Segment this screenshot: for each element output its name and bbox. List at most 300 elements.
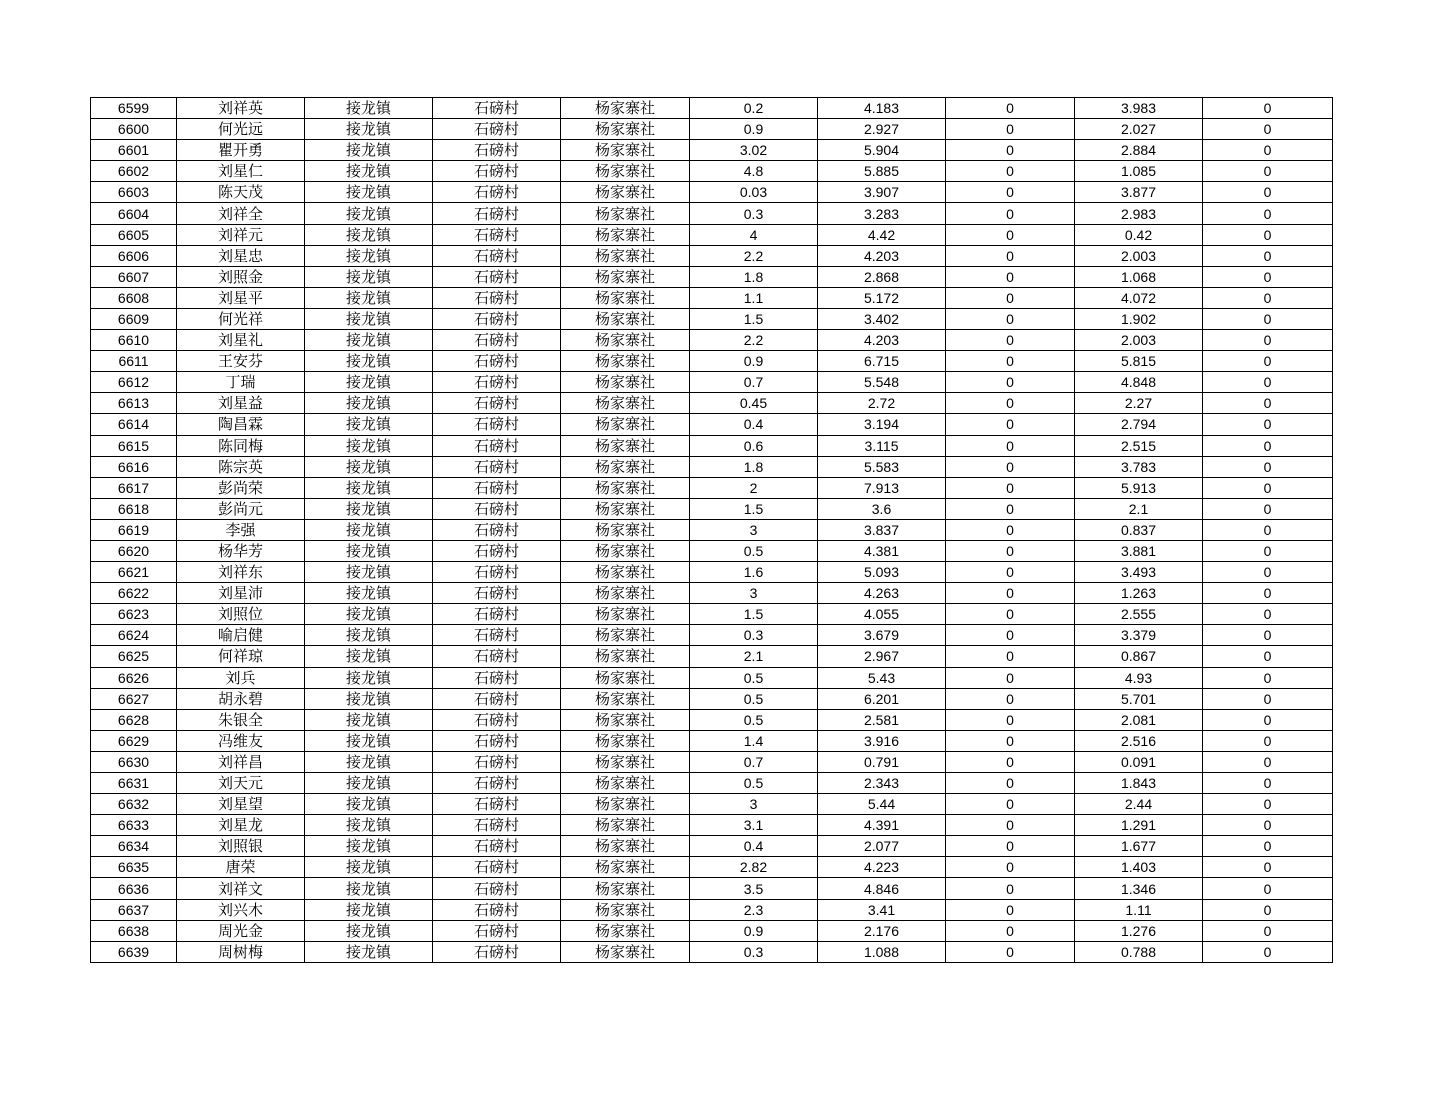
value-c-cell: 0: [946, 182, 1075, 203]
value-c-cell: 0: [946, 372, 1075, 393]
town-cell: 接龙镇: [305, 456, 433, 477]
name-cell: 彭尚元: [177, 498, 305, 519]
value-a-cell: 3.02: [690, 140, 818, 161]
group-cell: 杨家寨社: [561, 224, 690, 245]
value-c-cell: 0: [946, 330, 1075, 351]
value-a-cell: 0.5: [690, 667, 818, 688]
id-cell: 6628: [91, 709, 177, 730]
value-e-cell: 0: [1203, 562, 1333, 583]
value-a-cell: 1.5: [690, 604, 818, 625]
value-c-cell: 0: [946, 667, 1075, 688]
value-d-cell: 3.881: [1075, 540, 1203, 561]
value-b-cell: 2.077: [818, 836, 946, 857]
village-cell: 石磅村: [433, 119, 561, 140]
value-a-cell: 0.03: [690, 182, 818, 203]
group-cell: 杨家寨社: [561, 393, 690, 414]
value-d-cell: 2.27: [1075, 393, 1203, 414]
value-d-cell: 2.555: [1075, 604, 1203, 625]
id-cell: 6615: [91, 435, 177, 456]
value-e-cell: 0: [1203, 224, 1333, 245]
town-cell: 接龙镇: [305, 583, 433, 604]
group-cell: 杨家寨社: [561, 583, 690, 604]
value-a-cell: 0.3: [690, 941, 818, 962]
value-c-cell: 0: [946, 625, 1075, 646]
town-cell: 接龙镇: [305, 161, 433, 182]
value-d-cell: 2.794: [1075, 414, 1203, 435]
village-cell: 石磅村: [433, 519, 561, 540]
table-row: [91, 899, 1333, 920]
value-d-cell: 1.11: [1075, 899, 1203, 920]
id-cell: 6599: [91, 98, 177, 119]
value-c-cell: 0: [946, 709, 1075, 730]
value-c-cell: 0: [946, 224, 1075, 245]
village-cell: 石磅村: [433, 372, 561, 393]
value-b-cell: 6.715: [818, 351, 946, 372]
value-e-cell: 0: [1203, 730, 1333, 751]
value-a-cell: 1.8: [690, 266, 818, 287]
village-cell: 石磅村: [433, 287, 561, 308]
village-cell: 石磅村: [433, 688, 561, 709]
town-cell: 接龙镇: [305, 372, 433, 393]
value-a-cell: 3: [690, 519, 818, 540]
value-e-cell: 0: [1203, 414, 1333, 435]
name-cell: 刘星礼: [177, 330, 305, 351]
group-cell: 杨家寨社: [561, 899, 690, 920]
value-a-cell: 0.5: [690, 773, 818, 794]
village-cell: 石磅村: [433, 667, 561, 688]
group-cell: 杨家寨社: [561, 477, 690, 498]
table-row: [91, 667, 1333, 688]
value-e-cell: 0: [1203, 583, 1333, 604]
name-cell: 刘星平: [177, 287, 305, 308]
name-cell: 胡永碧: [177, 688, 305, 709]
value-e-cell: 0: [1203, 941, 1333, 962]
value-e-cell: 0: [1203, 688, 1333, 709]
value-d-cell: 2.1: [1075, 498, 1203, 519]
table-row: [91, 688, 1333, 709]
name-cell: 刘星益: [177, 393, 305, 414]
value-d-cell: 1.677: [1075, 836, 1203, 857]
value-c-cell: 0: [946, 393, 1075, 414]
table-row: [91, 393, 1333, 414]
name-cell: 丁瑞: [177, 372, 305, 393]
value-b-cell: 3.6: [818, 498, 946, 519]
name-cell: 刘星忠: [177, 245, 305, 266]
value-c-cell: 0: [946, 477, 1075, 498]
group-cell: 杨家寨社: [561, 773, 690, 794]
value-e-cell: 0: [1203, 646, 1333, 667]
village-cell: 石磅村: [433, 646, 561, 667]
value-a-cell: 0.2: [690, 98, 818, 119]
group-cell: 杨家寨社: [561, 330, 690, 351]
value-a-cell: 2.3: [690, 899, 818, 920]
town-cell: 接龙镇: [305, 203, 433, 224]
village-cell: 石磅村: [433, 730, 561, 751]
value-b-cell: 5.904: [818, 140, 946, 161]
village-cell: 石磅村: [433, 857, 561, 878]
id-cell: 6606: [91, 245, 177, 266]
group-cell: 杨家寨社: [561, 266, 690, 287]
value-d-cell: 1.403: [1075, 857, 1203, 878]
town-cell: 接龙镇: [305, 730, 433, 751]
id-cell: 6635: [91, 857, 177, 878]
group-cell: 杨家寨社: [561, 920, 690, 941]
group-cell: 杨家寨社: [561, 203, 690, 224]
value-c-cell: 0: [946, 815, 1075, 836]
value-d-cell: 0.837: [1075, 519, 1203, 540]
value-e-cell: 0: [1203, 836, 1333, 857]
group-cell: 杨家寨社: [561, 456, 690, 477]
value-d-cell: 4.848: [1075, 372, 1203, 393]
value-e-cell: 0: [1203, 456, 1333, 477]
value-b-cell: 5.583: [818, 456, 946, 477]
town-cell: 接龙镇: [305, 646, 433, 667]
group-cell: 杨家寨社: [561, 119, 690, 140]
town-cell: 接龙镇: [305, 836, 433, 857]
value-a-cell: 3.1: [690, 815, 818, 836]
value-c-cell: 0: [946, 920, 1075, 941]
table-row: [91, 161, 1333, 182]
value-e-cell: 0: [1203, 372, 1333, 393]
value-d-cell: 3.783: [1075, 456, 1203, 477]
name-cell: 何光远: [177, 119, 305, 140]
value-c-cell: 0: [946, 878, 1075, 899]
village-cell: 石磅村: [433, 625, 561, 646]
value-d-cell: 2.516: [1075, 730, 1203, 751]
value-e-cell: 0: [1203, 625, 1333, 646]
value-d-cell: 2.003: [1075, 245, 1203, 266]
table-row: [91, 498, 1333, 519]
value-a-cell: 3: [690, 583, 818, 604]
village-cell: 石磅村: [433, 604, 561, 625]
value-c-cell: 0: [946, 161, 1075, 182]
value-a-cell: 2.1: [690, 646, 818, 667]
id-cell: 6632: [91, 794, 177, 815]
value-e-cell: 0: [1203, 477, 1333, 498]
town-cell: 接龙镇: [305, 435, 433, 456]
table-row: [91, 98, 1333, 119]
village-cell: 石磅村: [433, 456, 561, 477]
value-c-cell: 0: [946, 562, 1075, 583]
table-row: [91, 583, 1333, 604]
group-cell: 杨家寨社: [561, 730, 690, 751]
group-cell: 杨家寨社: [561, 688, 690, 709]
id-cell: 6601: [91, 140, 177, 161]
table-row: [91, 119, 1333, 140]
group-cell: 杨家寨社: [561, 351, 690, 372]
value-e-cell: 0: [1203, 287, 1333, 308]
id-cell: 6613: [91, 393, 177, 414]
value-b-cell: 4.223: [818, 857, 946, 878]
town-cell: 接龙镇: [305, 562, 433, 583]
value-e-cell: 0: [1203, 794, 1333, 815]
value-b-cell: 5.172: [818, 287, 946, 308]
town-cell: 接龙镇: [305, 857, 433, 878]
value-d-cell: 2.027: [1075, 119, 1203, 140]
value-c-cell: 0: [946, 203, 1075, 224]
village-cell: 石磅村: [433, 203, 561, 224]
town-cell: 接龙镇: [305, 899, 433, 920]
value-b-cell: 3.837: [818, 519, 946, 540]
group-cell: 杨家寨社: [561, 140, 690, 161]
value-a-cell: 0.5: [690, 688, 818, 709]
table-row: [91, 182, 1333, 203]
id-cell: 6625: [91, 646, 177, 667]
value-c-cell: 0: [946, 688, 1075, 709]
value-e-cell: 0: [1203, 245, 1333, 266]
town-cell: 接龙镇: [305, 794, 433, 815]
group-cell: 杨家寨社: [561, 245, 690, 266]
id-cell: 6602: [91, 161, 177, 182]
table-row: [91, 815, 1333, 836]
value-a-cell: 1.5: [690, 498, 818, 519]
town-cell: 接龙镇: [305, 815, 433, 836]
table-row: [91, 519, 1333, 540]
value-d-cell: 5.701: [1075, 688, 1203, 709]
value-c-cell: 0: [946, 794, 1075, 815]
value-d-cell: 0.42: [1075, 224, 1203, 245]
table-row: [91, 857, 1333, 878]
value-b-cell: 4.42: [818, 224, 946, 245]
table-row: [91, 140, 1333, 161]
value-a-cell: 1.1: [690, 287, 818, 308]
village-cell: 石磅村: [433, 773, 561, 794]
town-cell: 接龙镇: [305, 751, 433, 772]
value-e-cell: 0: [1203, 393, 1333, 414]
value-b-cell: 2.581: [818, 709, 946, 730]
value-e-cell: 0: [1203, 815, 1333, 836]
group-cell: 杨家寨社: [561, 667, 690, 688]
value-e-cell: 0: [1203, 519, 1333, 540]
value-b-cell: 6.201: [818, 688, 946, 709]
value-c-cell: 0: [946, 857, 1075, 878]
value-b-cell: 2.176: [818, 920, 946, 941]
group-cell: 杨家寨社: [561, 161, 690, 182]
value-a-cell: 0.45: [690, 393, 818, 414]
value-d-cell: 5.913: [1075, 477, 1203, 498]
name-cell: 瞿开勇: [177, 140, 305, 161]
value-b-cell: 4.263: [818, 583, 946, 604]
village-cell: 石磅村: [433, 245, 561, 266]
value-b-cell: 4.183: [818, 98, 946, 119]
name-cell: 彭尚荣: [177, 477, 305, 498]
value-e-cell: 0: [1203, 119, 1333, 140]
value-b-cell: 5.548: [818, 372, 946, 393]
value-a-cell: 0.3: [690, 625, 818, 646]
id-cell: 6616: [91, 456, 177, 477]
town-cell: 接龙镇: [305, 98, 433, 119]
value-a-cell: 4: [690, 224, 818, 245]
table-row: [91, 372, 1333, 393]
value-c-cell: 0: [946, 751, 1075, 772]
value-d-cell: 2.081: [1075, 709, 1203, 730]
value-a-cell: 3.5: [690, 878, 818, 899]
value-c-cell: 0: [946, 498, 1075, 519]
value-a-cell: 0.5: [690, 709, 818, 730]
id-cell: 6629: [91, 730, 177, 751]
town-cell: 接龙镇: [305, 604, 433, 625]
value-b-cell: 2.343: [818, 773, 946, 794]
table-body: [91, 98, 1333, 963]
value-a-cell: 1.8: [690, 456, 818, 477]
id-cell: 6620: [91, 540, 177, 561]
id-cell: 6626: [91, 667, 177, 688]
village-cell: 石磅村: [433, 330, 561, 351]
table-row: [91, 625, 1333, 646]
value-b-cell: 4.391: [818, 815, 946, 836]
value-b-cell: 3.907: [818, 182, 946, 203]
value-c-cell: 0: [946, 519, 1075, 540]
name-cell: 刘照银: [177, 836, 305, 857]
group-cell: 杨家寨社: [561, 751, 690, 772]
value-d-cell: 1.068: [1075, 266, 1203, 287]
town-cell: 接龙镇: [305, 773, 433, 794]
town-cell: 接龙镇: [305, 878, 433, 899]
id-cell: 6607: [91, 266, 177, 287]
name-cell: 刘祥东: [177, 562, 305, 583]
group-cell: 杨家寨社: [561, 414, 690, 435]
town-cell: 接龙镇: [305, 920, 433, 941]
name-cell: 唐荣: [177, 857, 305, 878]
value-e-cell: 0: [1203, 435, 1333, 456]
table-row: [91, 330, 1333, 351]
name-cell: 刘兵: [177, 667, 305, 688]
group-cell: 杨家寨社: [561, 498, 690, 519]
id-cell: 6610: [91, 330, 177, 351]
name-cell: 陈天茂: [177, 182, 305, 203]
group-cell: 杨家寨社: [561, 709, 690, 730]
id-cell: 6637: [91, 899, 177, 920]
value-b-cell: 3.283: [818, 203, 946, 224]
value-b-cell: 5.43: [818, 667, 946, 688]
value-e-cell: 0: [1203, 182, 1333, 203]
name-cell: 杨华芳: [177, 540, 305, 561]
table-row: [91, 308, 1333, 329]
group-cell: 杨家寨社: [561, 878, 690, 899]
village-cell: 石磅村: [433, 477, 561, 498]
id-cell: 6618: [91, 498, 177, 519]
name-cell: 刘祥全: [177, 203, 305, 224]
name-cell: 刘照位: [177, 604, 305, 625]
name-cell: 刘祥元: [177, 224, 305, 245]
value-b-cell: 4.846: [818, 878, 946, 899]
table-row: [91, 604, 1333, 625]
table-row: [91, 351, 1333, 372]
value-a-cell: 1.5: [690, 308, 818, 329]
value-e-cell: 0: [1203, 351, 1333, 372]
village-cell: 石磅村: [433, 920, 561, 941]
id-cell: 6617: [91, 477, 177, 498]
value-b-cell: 7.913: [818, 477, 946, 498]
town-cell: 接龙镇: [305, 393, 433, 414]
value-d-cell: 1.085: [1075, 161, 1203, 182]
data-table: [90, 97, 1333, 963]
value-e-cell: 0: [1203, 308, 1333, 329]
table-row: [91, 773, 1333, 794]
town-cell: 接龙镇: [305, 709, 433, 730]
group-cell: 杨家寨社: [561, 625, 690, 646]
value-a-cell: 0.5: [690, 540, 818, 561]
name-cell: 刘天元: [177, 773, 305, 794]
value-c-cell: 0: [946, 435, 1075, 456]
town-cell: 接龙镇: [305, 688, 433, 709]
name-cell: 刘祥英: [177, 98, 305, 119]
value-b-cell: 3.115: [818, 435, 946, 456]
value-e-cell: 0: [1203, 140, 1333, 161]
value-e-cell: 0: [1203, 773, 1333, 794]
village-cell: 石磅村: [433, 878, 561, 899]
value-b-cell: 4.203: [818, 245, 946, 266]
value-c-cell: 0: [946, 119, 1075, 140]
id-cell: 6608: [91, 287, 177, 308]
name-cell: 陶昌霖: [177, 414, 305, 435]
value-d-cell: 3.877: [1075, 182, 1203, 203]
village-cell: 石磅村: [433, 182, 561, 203]
table-row: [91, 920, 1333, 941]
town-cell: 接龙镇: [305, 519, 433, 540]
name-cell: 刘星龙: [177, 815, 305, 836]
town-cell: 接龙镇: [305, 498, 433, 519]
value-a-cell: 2.2: [690, 245, 818, 266]
id-cell: 6622: [91, 583, 177, 604]
id-cell: 6634: [91, 836, 177, 857]
value-d-cell: 4.072: [1075, 287, 1203, 308]
name-cell: 陈宗英: [177, 456, 305, 477]
value-b-cell: 5.093: [818, 562, 946, 583]
value-b-cell: 4.055: [818, 604, 946, 625]
value-e-cell: 0: [1203, 498, 1333, 519]
town-cell: 接龙镇: [305, 224, 433, 245]
id-cell: 6631: [91, 773, 177, 794]
group-cell: 杨家寨社: [561, 857, 690, 878]
town-cell: 接龙镇: [305, 667, 433, 688]
name-cell: 何光祥: [177, 308, 305, 329]
value-a-cell: 0.9: [690, 920, 818, 941]
table-row: [91, 287, 1333, 308]
village-cell: 石磅村: [433, 414, 561, 435]
id-cell: 6633: [91, 815, 177, 836]
value-d-cell: 1.843: [1075, 773, 1203, 794]
name-cell: 王安芬: [177, 351, 305, 372]
value-d-cell: 1.263: [1075, 583, 1203, 604]
name-cell: 刘星仁: [177, 161, 305, 182]
id-cell: 6636: [91, 878, 177, 899]
value-d-cell: 2.515: [1075, 435, 1203, 456]
group-cell: 杨家寨社: [561, 435, 690, 456]
table-row: [91, 730, 1333, 751]
value-d-cell: 1.276: [1075, 920, 1203, 941]
town-cell: 接龙镇: [305, 330, 433, 351]
value-b-cell: 1.088: [818, 941, 946, 962]
village-cell: 石磅村: [433, 899, 561, 920]
table-row: [91, 245, 1333, 266]
village-cell: 石磅村: [433, 794, 561, 815]
value-a-cell: 0.7: [690, 751, 818, 772]
group-cell: 杨家寨社: [561, 540, 690, 561]
value-d-cell: 2.983: [1075, 203, 1203, 224]
value-b-cell: 3.679: [818, 625, 946, 646]
group-cell: 杨家寨社: [561, 941, 690, 962]
village-cell: 石磅村: [433, 140, 561, 161]
value-a-cell: 2.2: [690, 330, 818, 351]
village-cell: 石磅村: [433, 161, 561, 182]
value-c-cell: 0: [946, 604, 1075, 625]
id-cell: 6627: [91, 688, 177, 709]
group-cell: 杨家寨社: [561, 794, 690, 815]
group-cell: 杨家寨社: [561, 836, 690, 857]
village-cell: 石磅村: [433, 393, 561, 414]
village-cell: 石磅村: [433, 498, 561, 519]
